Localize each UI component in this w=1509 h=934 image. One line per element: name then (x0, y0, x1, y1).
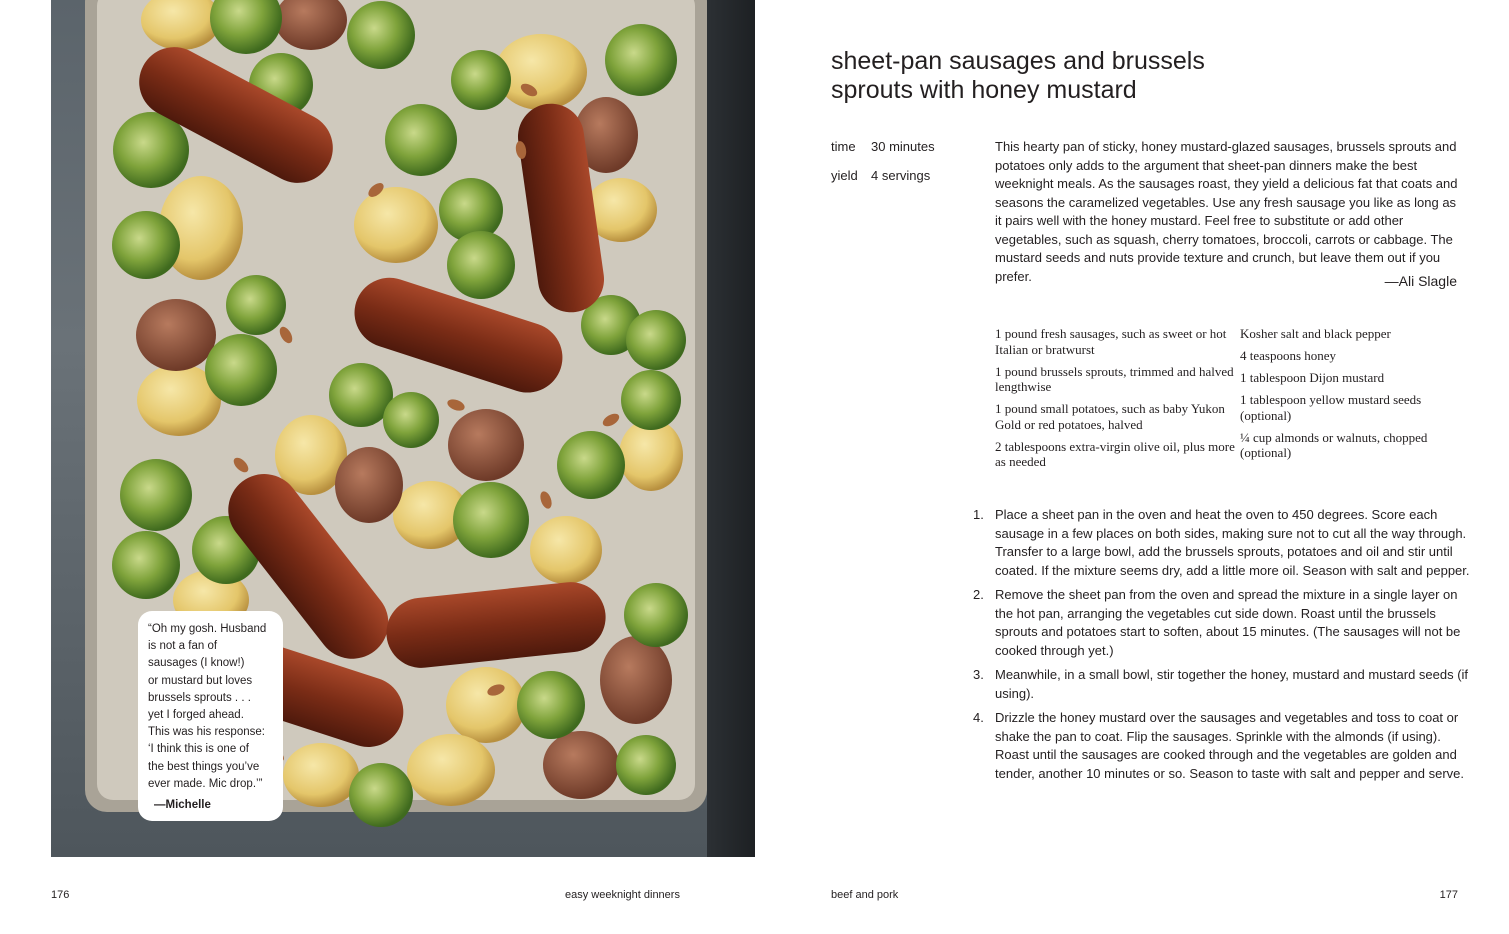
quote-line: is not a fan of (148, 640, 218, 653)
step-text: Place a sheet pan in the oven and heat the oven to 450 degrees. Score each sausage in a few places on both sides, making sure not to cut all the way through. Transfer to a large bowl, add the brussels sprouts, potatoes and oil and stir until coated. If the mixture seems dry, add a little more oil. Season with salt and pepper. (995, 507, 1470, 578)
quote-line: “Oh my gosh. Husband (148, 623, 267, 635)
ingredient-item: 1 tablespoon yellow mustard seeds (optional) (1240, 392, 1422, 423)
ingredient-item: 1 tablespoon Dijon mustard (1240, 370, 1385, 385)
quote-line: This was his response: (148, 726, 265, 739)
ingredient-item: ¼ cup almonds or walnuts, chopped (optional) (1240, 429, 1428, 460)
step-item (973, 709, 1470, 783)
quote-line: sausages (I know!) (148, 657, 245, 670)
time-value: 30 minutes (871, 139, 935, 154)
ingredient-item: 4 teaspoons honey (1240, 348, 1337, 363)
step-number: 1. (973, 507, 984, 522)
yield-label: yield (831, 168, 858, 183)
ingredients-column-1 (995, 326, 1240, 476)
running-head-left: easy weeknight dinners (565, 889, 680, 901)
quote-line: yet I forged ahead. (148, 709, 244, 722)
running-head-right: beef and pork (831, 889, 899, 901)
recipe-intro: This hearty pan of sticky, honey mustard-glazed sausages, brussels sprouts and potatoes only adds to the argument that sheet-pan dinners make the best weeknight meals. As the sausages roast, they yield a delicious fat that coats and seasons the caramelized vegetables. Use any fresh sausage you like as long as it pairs well with the honey mustard. Feel free to substitute or add other vegetables, such as squash, cherry tomatoes, broccoli, carrots or cabbage. The mustard seeds and nuts provide texture and crunch, but leave them out if you prefer. (995, 139, 1458, 284)
reader-quote-card (138, 611, 283, 821)
step-text: Meanwhile, in a small bowl, stir together the honey, mustard and mustard seeds (if using). (995, 667, 1469, 701)
quote-line: or mustard but loves (148, 674, 253, 687)
step-item (973, 586, 1470, 660)
time-row (831, 139, 935, 168)
recipe-photo (51, 0, 755, 857)
page-number-left: 176 (51, 889, 70, 901)
recipe-steps (973, 506, 1470, 789)
quote-line: the best things you’ve (148, 760, 260, 773)
ingredient-item: 1 pound small potatoes, such as baby Yukon Gold or red potatoes, halved (995, 401, 1225, 432)
ingredient-item: Kosher salt and black pepper (1240, 326, 1391, 341)
page-number-right: 177 (1439, 889, 1458, 901)
ingredient-item: 1 pound fresh sausages, such as sweet or hot Italian or bratwurst (995, 326, 1227, 357)
recipe-byline: —Ali Slagle (1384, 273, 1457, 289)
step-text: Remove the sheet pan from the oven and spread the mixture in a single layer on the hot pan, arranging the vegetables cut side down. Roast until the brussels sprouts and potatoes start to soften, about 15 minutes. (The sausages will not be cooked through yet.) (995, 587, 1461, 658)
step-item (973, 506, 1470, 580)
quote-line: ‘I think this is one of (148, 743, 249, 756)
quote-line: ever made. Mic drop.’” (148, 777, 263, 790)
recipe-title (831, 47, 1251, 105)
quote-attribution: —Michelle (154, 799, 211, 812)
quote-line: brussels sprouts . . . (148, 691, 251, 704)
ingredient-item: 2 tablespoons extra-virgin olive oil, plus more as needed (995, 438, 1235, 469)
recipe-title-line1: sheet-pan sausages and brussels (831, 47, 1205, 75)
recipe-title-line2: sprouts with honey mustard (831, 76, 1137, 104)
step-item (973, 666, 1470, 703)
yield-row (831, 168, 935, 197)
time-label: time (831, 139, 856, 154)
step-text: Drizzle the honey mustard over the sausages and vegetables and toss to coat or shake the pan to coat. Flip the sausages. Sprinkle with the almonds (if using). Roast until the sausages are cooked through and the vegetables are golden and tender, another 10 minutes or so. Season to taste with salt and pepper and serve. (995, 710, 1465, 781)
recipe-meta (831, 139, 935, 197)
step-number: 3. (973, 667, 984, 682)
step-number: 4. (973, 710, 984, 725)
step-number: 2. (973, 587, 984, 602)
yield-value: 4 servings (871, 168, 931, 183)
ingredient-item: 1 pound brussels sprouts, trimmed and halved lengthwise (995, 363, 1234, 394)
ingredients-column-2 (1240, 326, 1465, 476)
ingredients-list (995, 326, 1465, 476)
